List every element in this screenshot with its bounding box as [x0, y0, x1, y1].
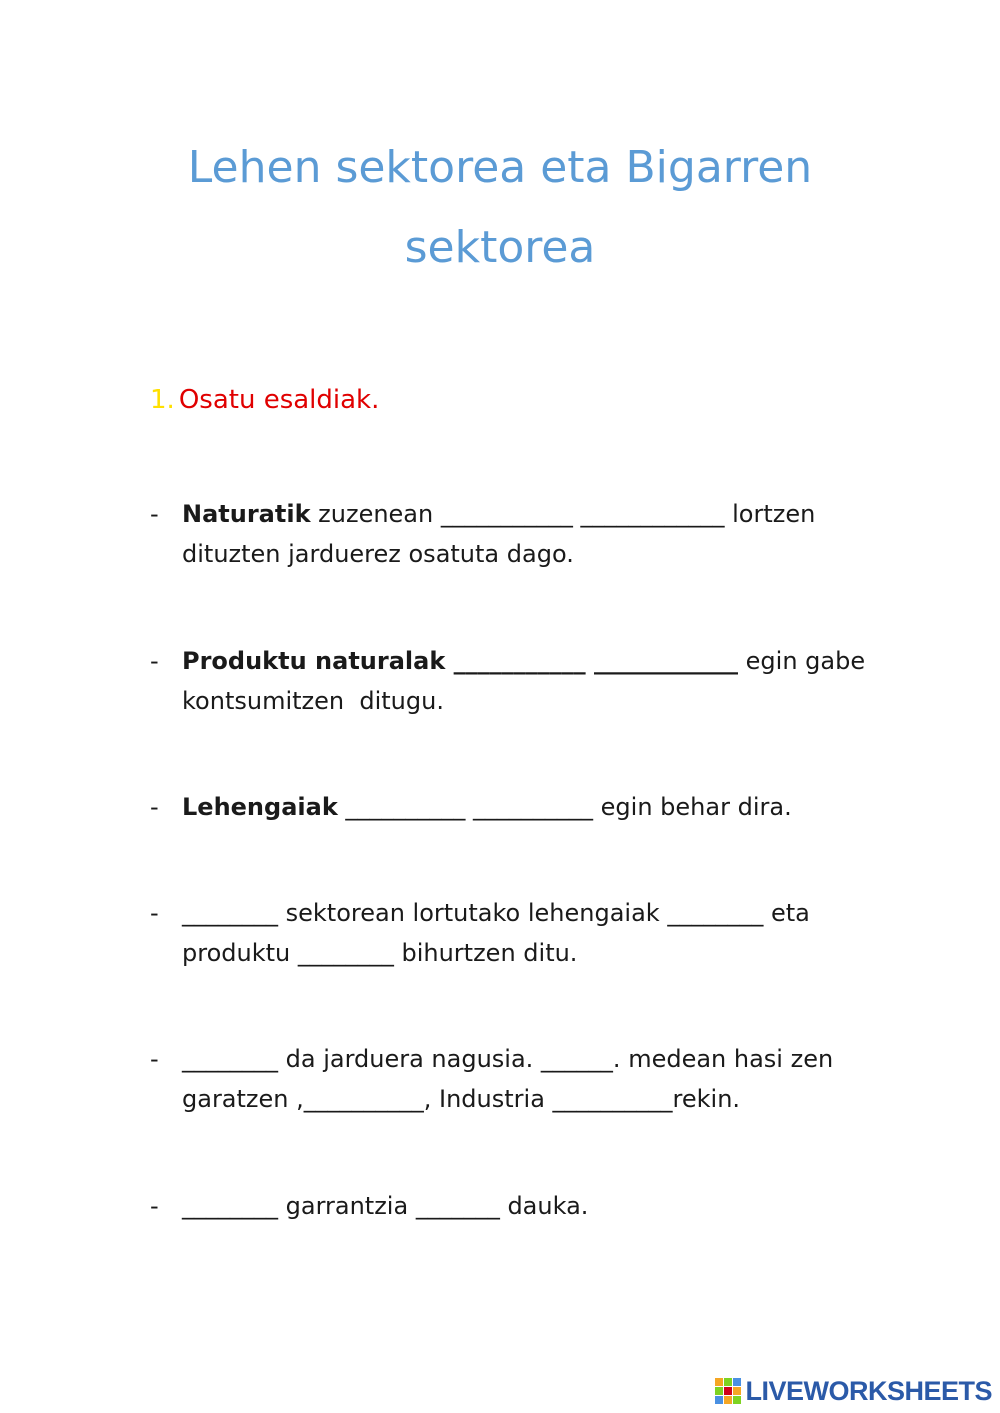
list-item: [150, 1186, 890, 1226]
list-item-text: [182, 787, 890, 827]
list-dash: -: [150, 899, 159, 927]
sentence-text: egin gabe kontsumitzen ditugu.: [182, 647, 873, 715]
exercise-heading: [150, 382, 379, 418]
bold-phrase: Produktu naturalak ___________ ____________: [182, 647, 739, 675]
list-item-text: [182, 1186, 890, 1226]
sentence-text: zuzenean ___________ ____________ lortzen dituzten jarduerez osatuta dago.: [182, 500, 823, 568]
page-title-line-2: sektorea: [404, 222, 596, 273]
list-dash: -: [150, 1192, 159, 1220]
list-dash: -: [150, 647, 159, 675]
list-item: [150, 787, 890, 827]
list-dash: -: [150, 500, 159, 528]
sentence-text: ________ da jarduera nagusia. ______. medean hasi zen garatzen ,__________, Industria __________rekin.: [182, 1045, 841, 1113]
list-item-text: [182, 1039, 890, 1119]
list-item-text: [182, 494, 890, 574]
exercise-number: 1.: [150, 385, 175, 415]
sentence-text: ________ sektorean lortutako lehengaiak ________ eta produktu ________ bihurtzen ditu.: [182, 899, 818, 967]
list-item: [150, 893, 890, 973]
list-dash: -: [150, 1045, 159, 1073]
list-item: [150, 1039, 890, 1119]
bold-phrase: Lehengaiak: [182, 793, 338, 821]
list-item-text: [182, 893, 890, 973]
list-dash: -: [150, 793, 159, 821]
page-title-line-1: Lehen sektorea eta Bigarren: [187, 142, 813, 193]
liveworksheets-logo: [715, 1373, 992, 1409]
bold-phrase: Naturatik: [182, 500, 311, 528]
liveworksheets-icon: [715, 1378, 741, 1404]
list-item: [150, 641, 890, 721]
logo-text: LIVEWORKSHEETS: [745, 1375, 992, 1406]
list-item: [150, 494, 890, 574]
list-item-text: [182, 641, 890, 721]
sentence-text: ________ garrantzia _______ dauka.: [182, 1192, 589, 1220]
exercise-label: Osatu esaldiak.: [178, 385, 380, 415]
sentence-text: __________ __________ egin behar dira.: [337, 793, 792, 821]
page-title: [0, 128, 1000, 288]
